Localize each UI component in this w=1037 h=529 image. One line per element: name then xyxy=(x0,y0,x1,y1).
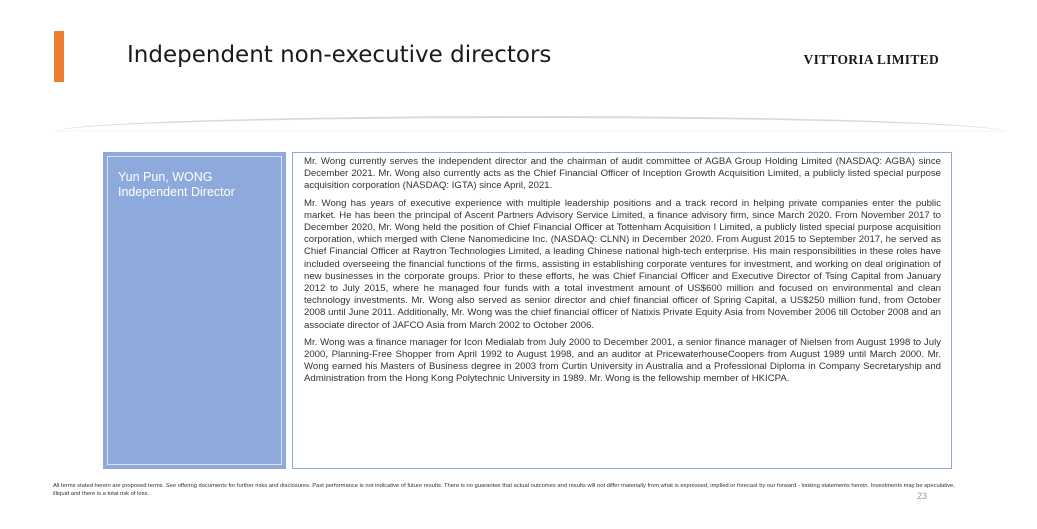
slide-title: Independent non-executive directors xyxy=(127,42,552,68)
profile-role: Independent Director xyxy=(118,185,235,199)
bio-paragraph: Mr. Wong was a finance manager for Icon Medialab from July 2000 to December 2001, a senior finance manager of Nielsen from August 1998 to July 2000, Planning-Free Shopper from April 1992 to August 1998, and an auditor at PricewaterhouseCoopers from August 1989 until March 2000. Mr. Wong earned his Masters of Business degree in 2003 from Curtin University in Australia and a Professional Diploma in Company Secretaryship and Administration from the Hong Kong Polytechnic University in 1989. Mr. Wong is the fellowship member of HKICPA. xyxy=(304,336,941,385)
company-name: VITTORIA LIMITED xyxy=(803,52,939,67)
profile-name: Yun Pun, WONG xyxy=(118,170,213,184)
page-number: 23 xyxy=(917,491,928,501)
profile-card xyxy=(103,152,286,469)
bio-box xyxy=(292,152,952,469)
bio-paragraph: Mr. Wong has years of executive experience with multiple leadership positions and a track record in helping private companies enter the public market. He has been the principal of Ascent Partners Advisory Service Limited, a finance advisory firm, since March 2020. From November 2017 to December 2020, Mr. Wong held the position of Chief Financial Officer at Tottenham Acquisition I Limited, a publicly listed special purpose acquisition corporation, which merged with Clene Nanomedicine Inc. (NASDAQ: CLNN) in December 2020. From August 2015 to September 2017, he served as Chief Financial Officer at Raytron Technologies Limited, a leading Chinese national high-tech enterprise. His main responsibilities in these roles have included overseeing the financial functions of the firms, assisting in establishing corporate ventures for investment, and working on deal origination of new businesses in the corporate groups. Prior to these efforts, he was Chief Financial Officer and Executive Director of Tsing Capital from January 2012 to July 2015, where he managed four funds with a total investment amount of US$600 million and focused on environmental and clean technology investments. Mr. Wong also served as senior director and chief financial officer of Spring Capital, a US$250 million fund, from October 2008 until June 2011. Additionally, Mr. Wong was the chief financial officer of Natixis Private Equity Asia from November 2006 till October 2008 and an associate director of JAFCO Asia from March 2002 to October 2006. xyxy=(304,197,941,331)
title-accent-bar xyxy=(54,31,64,82)
footer-disclaimer: All terms stated herein are proposed terms. See offering documents for further risks and disclosures. Past performance is not indicative of future results. There is no guarantee that actual outcomes and results will not differ materially from what is expressed, implied or forecast by our forward - looking statements herein. Investments may be speculative, illiquid and there is a total risk of loss. xyxy=(53,483,955,497)
header-divider xyxy=(55,116,1005,132)
bio-paragraph: Mr. Wong currently serves the independent director and the chairman of audit committee of AGBA Group Holding Limited (NASDAQ: AGBA) since December 2021. Mr. Wong also currently acts as the Chief Financial Officer of Inception Growth Acquisition Limited, a publicly listed special purpose acquisition corporation (NASDAQ: IGTA) since April, 2021. xyxy=(304,156,941,192)
profile-card-inner xyxy=(107,156,282,465)
